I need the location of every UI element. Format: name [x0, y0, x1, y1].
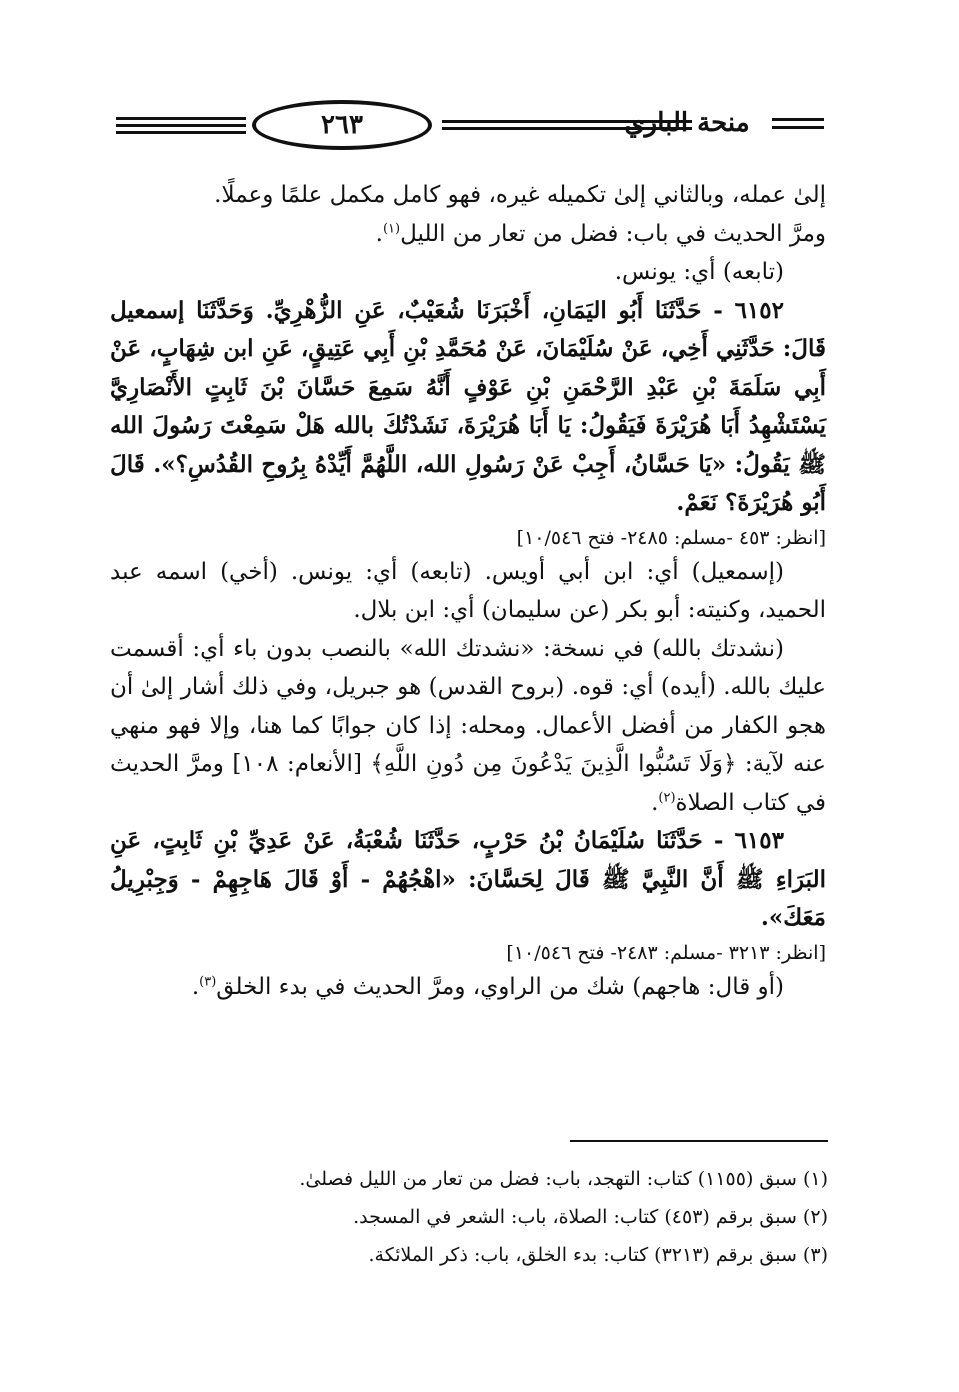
book-title: منحة الباري — [624, 108, 750, 138]
paragraph — [110, 968, 826, 1007]
footnote: (٣) سبق برقم (٣٢١٣) كتاب: بدء الخلق، باب: ذكر الملائكة. — [368, 1244, 828, 1266]
paragraph-text: (أو قال: هاجهم) شك من الراوي، ومرَّ الحديث في بدء الخلق — [216, 973, 784, 1000]
paragraph — [110, 630, 826, 823]
footnote-divider — [570, 1140, 828, 1142]
paragraph-end: . — [375, 220, 383, 247]
paragraph: إلىٰ عمله، وبالثاني إلىٰ تكميله غيره، فهو كامل مكمل علمًا وعملًا. — [214, 182, 826, 208]
page-number: ٢٦٣ — [252, 100, 432, 150]
header-rule — [116, 117, 246, 120]
paragraph: (تابعه) أي: يونس. — [614, 259, 784, 285]
hadith-reference: [انظر: ٤٥٣ -مسلم: ٢٤٨٥- فتح ١٠/٥٤٦] — [516, 526, 826, 549]
paragraph-end: . — [651, 789, 659, 816]
footnote-marker: (٢) — [658, 789, 676, 805]
header-rule — [116, 124, 246, 127]
footnote-marker: (٣) — [199, 973, 217, 989]
hadith-text: ٦١٥٢ - حَدَّثَنَا أَبُو اليَمَانِ، أَخْبَرَنَا شُعَيْبٌ، عَنِ الزُّهْرِيِّ. وَحَدَّثَنَا إسمعيل قَالَ: حَدَّثَنِي أَخِي، عَنْ سُلَيْمَانَ، عَنْ مُحَمَّدِ بْنِ أَبِي عَتِيقٍ، عَنِ ابن شِهَابٍ، عَنْ أَبِي سَلَمَةَ بْنِ عَبْدِ الرَّحْمَنِ بْنِ عَوْفٍ أَنَّهُ سَمِعَ حَسَّانَ بْنَ ثَابِتٍ الأَنْصَارِيَّ يَسْتَشْهِدُ أَبَا هُرَيْرَةَ فَيَقُولُ: يَا أَبَا هُرَيْرَةَ، نَشَدْتُكَ بالله هَلْ سَمِعْتَ رَسُولَ الله ﷺ يَقُولُ: «يَا حَسَّانُ، أَجِبْ عَنْ رَسُولِ الله، اللَّهُمَّ أَيِّدْهُ بِرُوحِ القُدُسِ؟». قَالَ أَبُو هُرَيْرَةَ؟ نَعَمْ. — [110, 296, 826, 516]
footnote: (٢) سبق برقم (٤٥٣) كتاب: الصلاة، باب: الشعر في المسجد. — [353, 1206, 828, 1228]
header-rule — [116, 131, 246, 134]
hadith-text: ٦١٥٣ - حَدَّثَنَا سُلَيْمَانُ بْنُ حَرْبٍ، حَدَّثَنَا شُعْبَةُ، عَنْ عَدِيِّ بْنِ ثَابِتٍ، عَنِ البَرَاءِ ﷺ أَنَّ النَّبِيَّ ﷺ قَالَ لِحَسَّانَ: «اهْجُهُمْ - أَوْ قَالَ هَاجِهِمْ - وَجِبْرِيلُ مَعَكَ». — [110, 827, 826, 931]
header-rule — [772, 118, 824, 121]
page-header — [112, 100, 824, 158]
header-rule — [772, 126, 824, 129]
footnote-marker: (١) — [382, 220, 401, 236]
hadith-reference: [انظر: ٣٢١٣ -مسلم: ٢٤٨٣- فتح ١٠/٥٤٦] — [506, 941, 826, 964]
paragraph: (إسمعيل) أي: ابن أبي أويس. (تابعه) أي: يونس. (أخي) اسمه عبد الحميد، وكنيته: أبو بكر (عن سليمان) أي: ابن بلال. — [110, 558, 826, 623]
paragraph — [110, 215, 826, 254]
footnotes — [160, 1160, 828, 1274]
footnote: (١) سبق (١١٥٥) كتاب: التهجد، باب: فضل من تعار من الليل فصلىٰ. — [299, 1168, 828, 1190]
paragraph-end: . — [191, 973, 200, 1000]
paragraph-text: ومرَّ الحديث في باب: فضل من تعار من الليل — [400, 220, 826, 247]
paragraph-text: (نشدتك بالله) في نسخة: «نشدتك الله» بالنصب بدون باء أي: أقسمت عليك بالله. (أيده) أي: قوه. (بروح القدس) هو جبريل، وفي ذلك أشار إلىٰ أن هجو الكفار من أفضل الأعمال. ومحله: إذا كان جوابًا كما هنا، وإلا فهو منهي عنه لآية: ﴿وَلَا تَسُبُّوا الَّذِينَ يَدْعُونَ مِن دُونِ اللَّهِ﴾ [الأنعام: ١٠٨] ومرَّ الحديث في كتاب الصلاة — [110, 635, 827, 816]
main-text — [110, 176, 826, 1006]
